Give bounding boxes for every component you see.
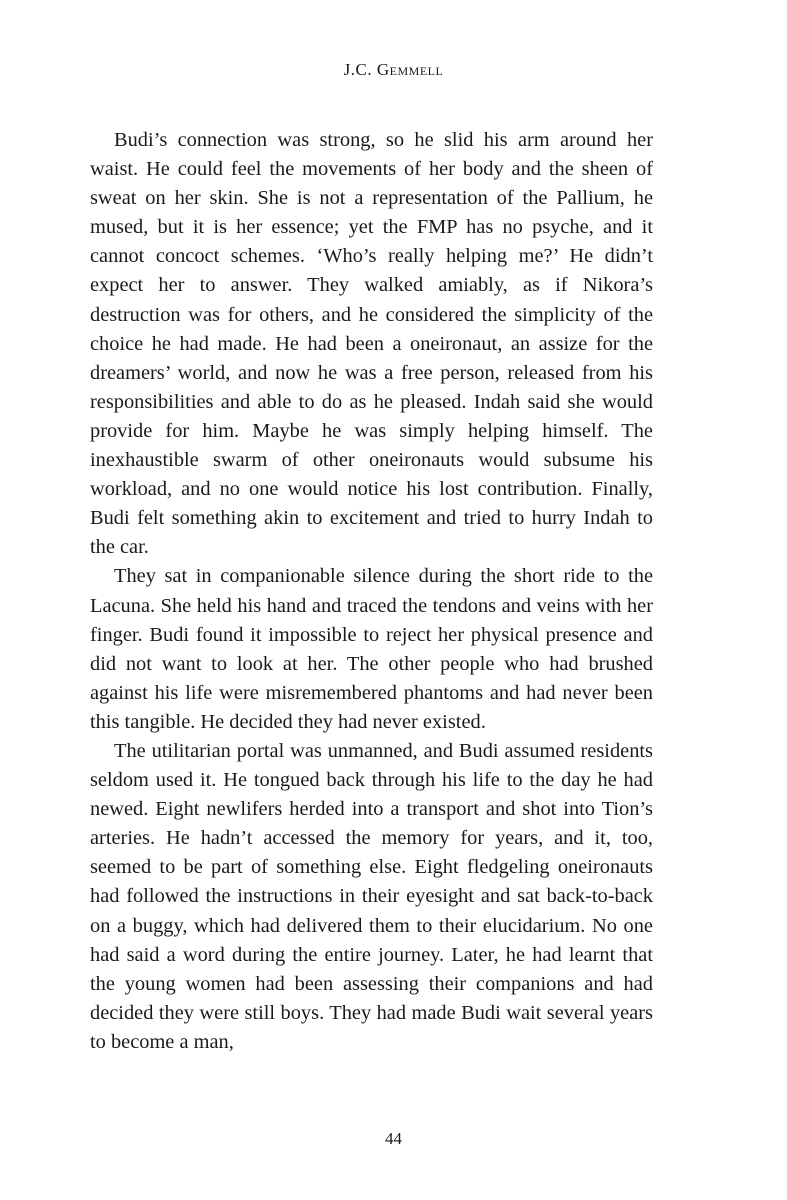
paragraph-3: The utilitarian portal was unmanned, and Budi assumed residents seldom used it. He tongued back through his life to the day he had newed. Eight newlifers herded into a transport and shot into Tion’s arteries. He hadn’t accessed the memory for years, and it, too, seemed to be part of something else. Eight fledgeling oneironauts had followed the instructions in their eyesight and sat back-to-back on a buggy, which had delivered them to their elucidarium. No one had said a word during the entire journey. Later, he had learnt that the young women had been assessing their companions and had decided they were still boys. They had made Budi wait several years to become a man, <box>90 739 653 1053</box>
page-number: 44 <box>385 1129 402 1148</box>
paragraph-1: Budi’s connection was strong, so he slid his arm around her waist. He could feel the movements of her body and the sheen of sweat on her skin. She is not a representation of the Pallium, he mused, but it is her essence; yet the FMP has no psyche, and it cannot concoct schemes. ‘Who’s really helping me?’ He didn’t expect her to answer. They walked amiably, as if Nikora’s destruction was for others, and he considered the simplicity of the choice he had made. He had been a oneironaut, an assize for the dreamers’ world, and now he was a free person, released from his responsibilities and able to do as he pleased. Indah said she would provide for him. Maybe he was simply helping himself. The inexhaustible swarm of other oneironauts would subsume his workload, and no one would notice his lost contribution. Finally, Budi felt something akin to excitement and tried to hurry Indah to the car. <box>90 129 653 559</box>
paragraph-2: They sat in companionable silence during the short ride to the Lacuna. She held his hand and traced the tendons and veins with her finger. Budi found it impossible to reject her physical presence and did not want to look at her. The other people who had brushed against his life were misremembered phantoms and had never been this tangible. He decided they had never existed. <box>90 565 653 733</box>
running-head-author: J.C. Gemmell <box>343 60 444 79</box>
body-text <box>90 126 653 1057</box>
